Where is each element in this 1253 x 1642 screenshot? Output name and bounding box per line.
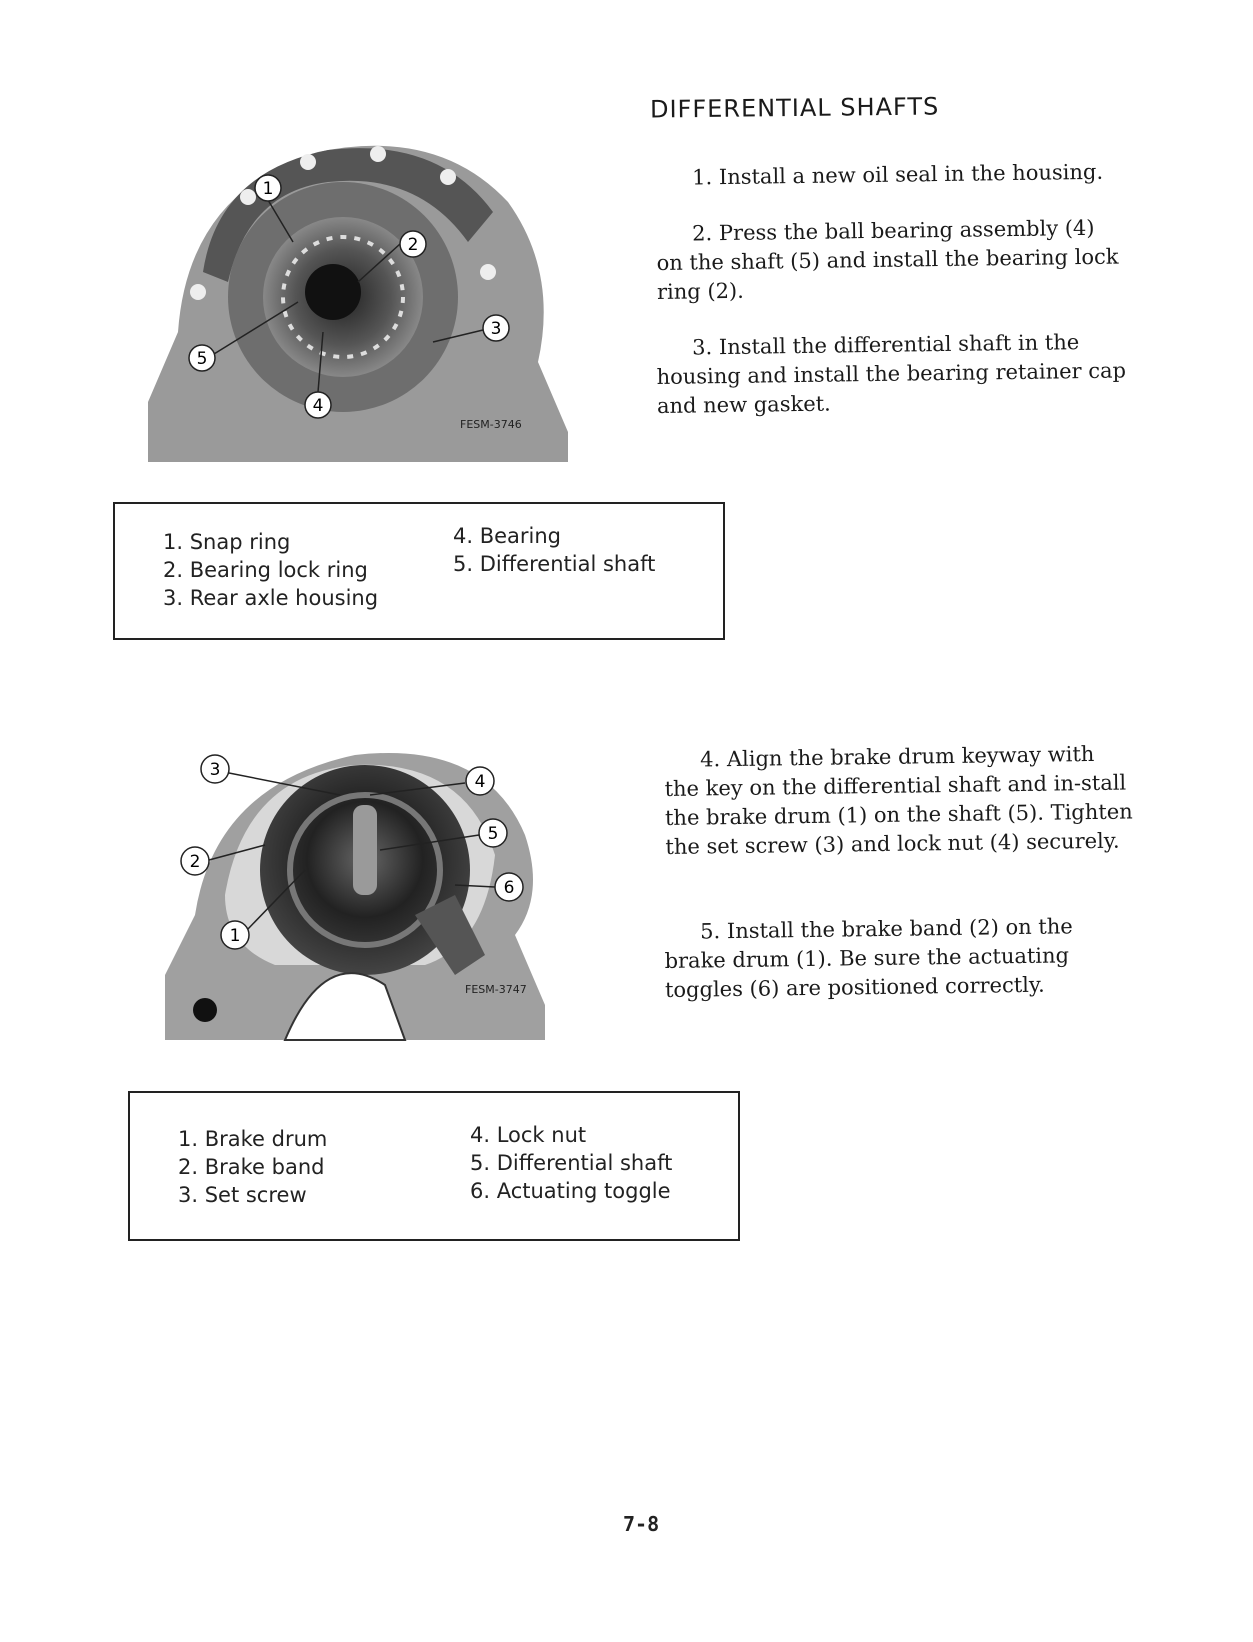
step-5: 5. Install the brake band (2) on the brake drum (1). Be sure the actuating toggles (6) are positioned correctly. xyxy=(664,914,1073,1002)
callout-1-label: 1 xyxy=(229,926,241,946)
legend-1-right-column xyxy=(453,522,655,578)
legend-item: 3. Set screw xyxy=(178,1183,307,1207)
step-4: 4. Align the brake drum keyway with the key on the differential shaft and in-stall the brake drum (1) on the shaft (5). Tighten the set screw (3) and lock nut (4) securely. xyxy=(664,741,1133,859)
legend-item: 1. Brake drum xyxy=(178,1127,328,1151)
callout-3-label: 3 xyxy=(209,760,221,780)
legend-2-left-column xyxy=(178,1125,327,1209)
step-3: 3. Install the differential shaft in the housing and install the bearing retainer cap and new gasket. xyxy=(656,330,1127,418)
shaft-shape xyxy=(353,805,377,895)
page-number: 7-8 xyxy=(623,1512,660,1536)
callout-5-label: 5 xyxy=(196,349,208,369)
callout-1-label: 1 xyxy=(262,179,274,199)
figure-1-code: FESM-3746 xyxy=(460,418,522,431)
legend-item: 6. Actuating toggle xyxy=(470,1179,671,1203)
section-heading: DIFFERENTIAL SHAFTS xyxy=(649,92,940,124)
bolt-hole xyxy=(300,154,316,170)
callout-5-label: 5 xyxy=(487,824,499,844)
step-2: 2. Press the ball bearing assembly (4) on the shaft (5) and install the bearing lock ring (2). xyxy=(656,215,1119,304)
callout-2-label: 2 xyxy=(189,852,201,872)
bolt-hole xyxy=(480,264,496,280)
callout-3-label: 3 xyxy=(490,319,502,339)
legend-item: 1. Snap ring xyxy=(163,530,291,554)
callout-4-label: 4 xyxy=(474,772,486,792)
legend-2-right-column xyxy=(470,1121,672,1205)
legend-item: 4. Bearing xyxy=(453,524,562,548)
bolt-hole xyxy=(193,998,217,1022)
bolt-hole xyxy=(190,284,206,300)
legend-figure-1 xyxy=(113,502,725,640)
legend-1-left-column xyxy=(163,528,378,612)
shaft-end-shape xyxy=(305,264,361,320)
callout-4-label: 4 xyxy=(312,396,324,416)
legend-item: 2. Bearing lock ring xyxy=(163,558,368,582)
bolt-hole xyxy=(370,146,386,162)
figure-differential-housing xyxy=(108,132,588,472)
figure-2-code: FESM-3747 xyxy=(465,983,527,996)
figure-brake-drum xyxy=(165,745,585,1045)
step-1: 1. Install a new oil seal in the housing. xyxy=(692,159,1104,190)
legend-item: 5. Differential shaft xyxy=(470,1151,673,1175)
legend-item: 5. Differential shaft xyxy=(453,552,656,576)
bolt-hole xyxy=(440,169,456,185)
legend-item: 2. Brake band xyxy=(178,1155,325,1179)
bolt-hole xyxy=(240,189,256,205)
legend-item: 3. Rear axle housing xyxy=(163,586,379,610)
legend-figure-2 xyxy=(128,1091,740,1241)
callout-6-label: 6 xyxy=(503,878,515,898)
legend-item: 4. Lock nut xyxy=(470,1123,587,1147)
callout-2-label: 2 xyxy=(407,235,419,255)
